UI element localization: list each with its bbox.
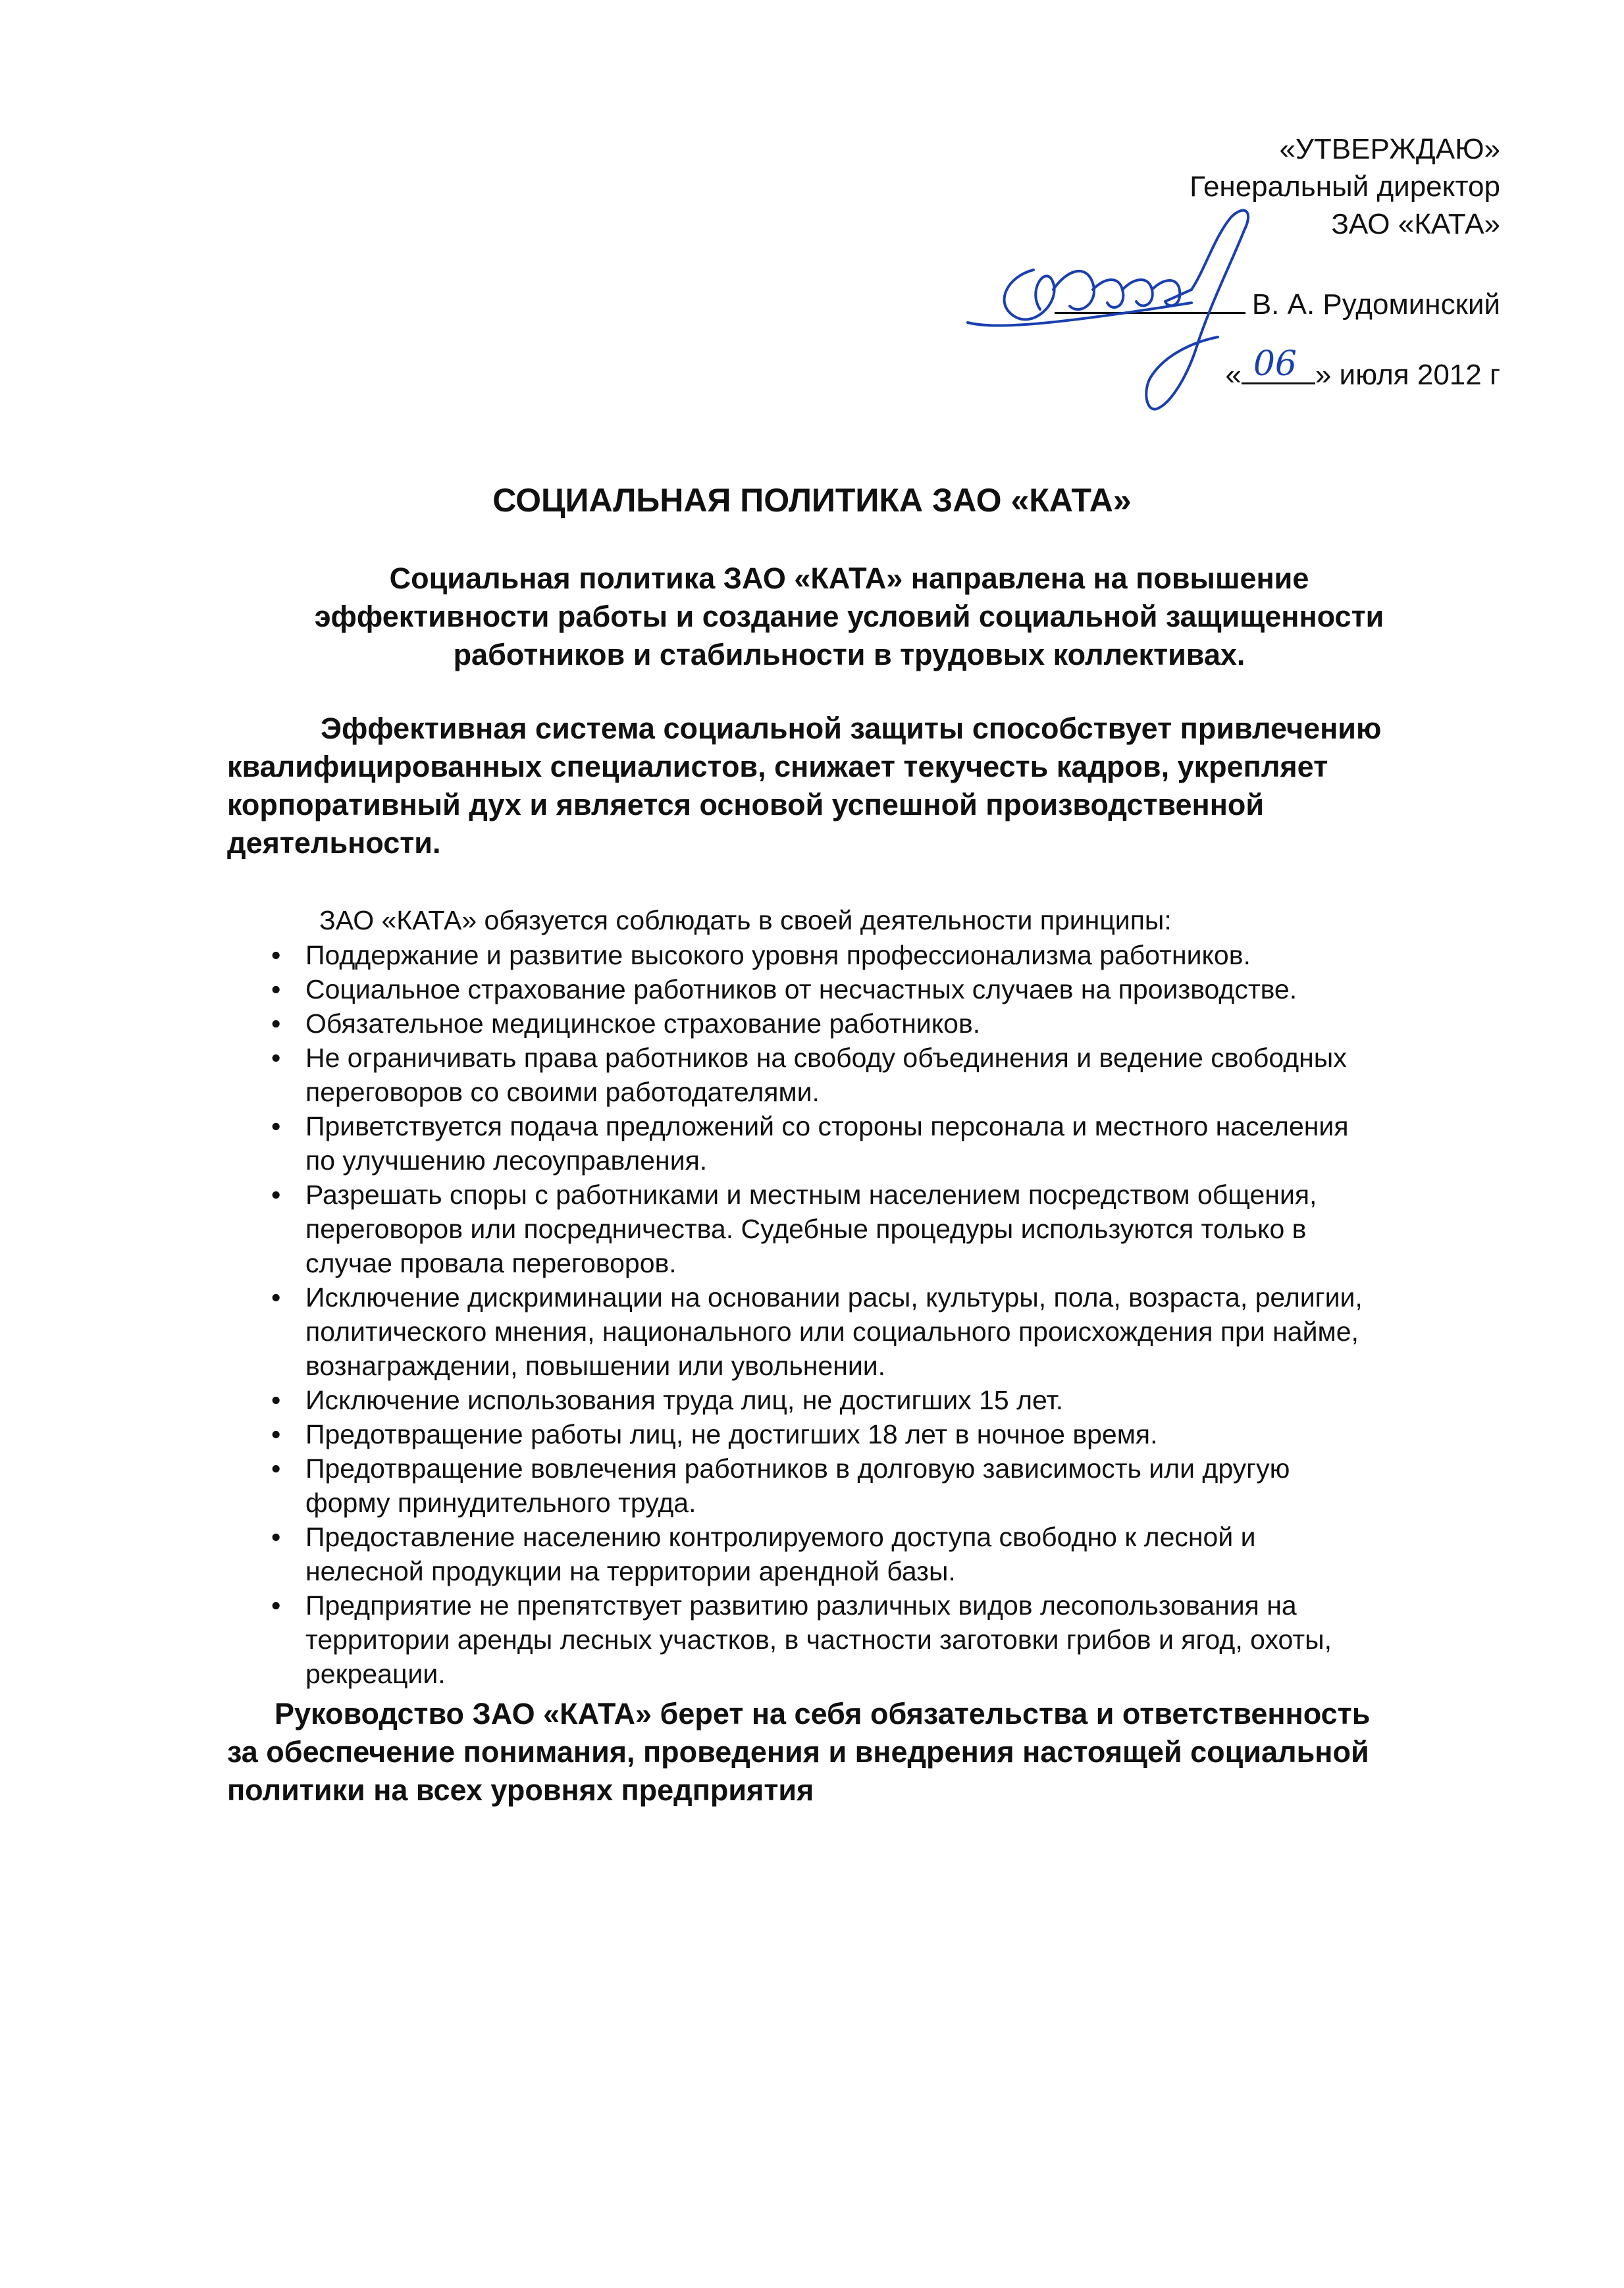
paragraph-line: за обеспечение понимания, проведения и внедрения настоящей социальной (227, 1735, 1369, 1769)
principle-line: Исключение дискриминации на основании расы, культуры, пола, возраста, религии, (305, 1282, 1363, 1313)
bullet-icon: • (271, 1522, 281, 1552)
principle-line: Предотвращение работы лиц, не достигших 18 лет в ночное время. (305, 1419, 1158, 1449)
bullet-icon: • (271, 1453, 281, 1484)
date-open-quote: « (1225, 359, 1242, 391)
principle-line: Разрешать споры с работниками и местным населением посредством общения, (305, 1180, 1317, 1210)
bullet-icon: • (271, 1282, 281, 1313)
intro-line: эффективности работы и создание условий социальной защищенности (314, 600, 1384, 633)
principle-item (271, 972, 1522, 1006)
principle-item (271, 1451, 1522, 1520)
principle-item (271, 1383, 1522, 1417)
paragraph-line: Руководство ЗАО «КАТА» берет на себя обязательства и ответственность (275, 1697, 1371, 1730)
principle-line: политического мнения, национального или социального происхождения при найме, (305, 1316, 1359, 1347)
intro-paragraph (237, 559, 1461, 674)
principle-line: Предотвращение вовлечения работников в долговую зависимость или другую (305, 1453, 1290, 1484)
principle-line: Предприятие не препятствует развитию различных видов лесопользования на (305, 1590, 1297, 1621)
effective-paragraph (227, 710, 1504, 862)
principle-line: вознаграждении, повышении или увольнении. (305, 1351, 886, 1381)
closing-paragraph (227, 1695, 1504, 1809)
principle-item (271, 1520, 1522, 1588)
principle-item (271, 1041, 1522, 1109)
bullet-icon: • (271, 1111, 281, 1141)
principle-line: Предоставление населению контролируемого доступа свободно к лесной и (305, 1522, 1256, 1552)
principle-line: рекреации. (305, 1659, 446, 1689)
bullet-icon: • (271, 1590, 281, 1621)
principle-item (271, 1006, 1522, 1041)
principle-line: Социальное страхование работников от несчастных случаев на производстве. (305, 974, 1297, 1004)
date-day-handwritten: 06 (1253, 344, 1297, 384)
paragraph-line: Эффективная система социальной защиты способствует привлечению (321, 712, 1382, 745)
principle-line: переговоров или посредничества. Судебные процедуры используются только в (305, 1214, 1307, 1244)
principle-line: Исключение использования труда лиц, не достигших 15 лет. (305, 1385, 1064, 1415)
bullet-icon: • (271, 1419, 281, 1449)
principle-line: форму принудительного труда. (305, 1488, 696, 1518)
principle-line: территории аренды лесных участков, в частности заготовки грибов и ягод, охоты, (305, 1625, 1332, 1655)
bullet-icon: • (271, 1180, 281, 1210)
principle-line: Не ограничивать права работников на свободу объединения и ведение свободных (305, 1043, 1347, 1073)
bullet-icon: • (271, 1385, 281, 1415)
approval-position: Генеральный директор (1190, 170, 1500, 203)
date-month-year: » июля 2012 г (1315, 359, 1500, 391)
principles-list (271, 938, 1522, 1691)
handwritten-signature-icon (955, 191, 1297, 428)
approval-heading: «УТВЕРЖДАЮ» (1279, 133, 1500, 165)
bullet-icon: • (271, 974, 281, 1004)
bullet-icon: • (271, 940, 281, 970)
principle-item (271, 1417, 1522, 1451)
principle-line: Поддержание и развитие высокого уровня профессионализма работников. (305, 940, 1251, 970)
page-title: СОЦИАЛЬНАЯ ПОЛИТИКА ЗАО «КАТА» (492, 482, 1132, 519)
principle-line: нелесной продукции на территории арендной базы. (305, 1556, 956, 1586)
principle-item (271, 1109, 1522, 1178)
principle-line: случае провала переговоров. (305, 1248, 677, 1278)
paragraph-line: деятельности. (227, 826, 441, 860)
principles-lead: ЗАО «КАТА» обязуется соблюдать в своей деятельности принципы: (319, 905, 1172, 935)
director-name: В. А. Рудоминский (1251, 288, 1500, 321)
principle-line: Обязательное медицинское страхование работников. (305, 1008, 981, 1039)
principle-line: Приветствуется подача предложений со стороны персонала и местного населения (305, 1111, 1349, 1141)
principle-line: по улучшению лесоуправления. (305, 1145, 708, 1176)
principle-line: переговоров со своими работодателями. (305, 1077, 820, 1107)
principle-item (271, 1588, 1522, 1691)
intro-line: работников и стабильности в трудовых коллективах. (453, 638, 1245, 671)
intro-line: Социальная политика ЗАО «КАТА» направлена на повышение (389, 561, 1309, 595)
paragraph-line: квалифицированных специалистов, снижает текучесть кадров, укрепляет (227, 750, 1328, 783)
principle-item (271, 1280, 1522, 1383)
principle-item (271, 1178, 1522, 1280)
bullet-icon: • (271, 1008, 281, 1039)
paragraph-line: корпоративный дух и является основой успешной производственной (227, 788, 1265, 821)
paragraph-line: политики на всех уровнях предприятия (227, 1773, 814, 1807)
principle-item (271, 938, 1522, 972)
approval-company: ЗАО «КАТА» (1331, 208, 1500, 240)
bullet-icon: • (271, 1043, 281, 1073)
